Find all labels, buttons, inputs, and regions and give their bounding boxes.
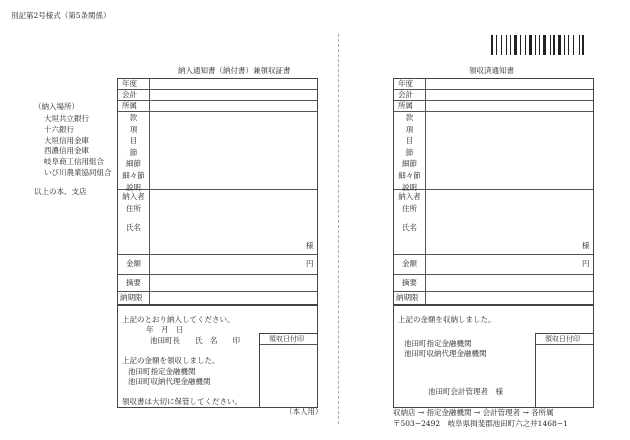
honorific: 様: [582, 241, 590, 250]
barcode-bar: [562, 35, 563, 55]
payment-place-heading: （納入場所）: [34, 102, 79, 111]
barcode-bar: [512, 35, 513, 55]
fiscal-year-label: 年度: [398, 79, 413, 88]
barcode: [491, 35, 585, 55]
barcode-bar: [543, 35, 546, 55]
bank-name: 大垣信用金庫: [44, 135, 89, 145]
yen-unit: 円: [582, 259, 590, 268]
barcode-bar: [525, 35, 526, 55]
setsu-label: 節: [405, 147, 414, 157]
payer-label: 納入者: [398, 192, 421, 201]
barcode-bar: [570, 35, 572, 55]
address-label: 住所: [126, 203, 141, 213]
designated-bank: 池田町指定金融機関: [404, 339, 472, 348]
barcode-bar: [494, 35, 495, 55]
designated-bank: 池田町指定金融機関: [128, 367, 196, 376]
barcode-bar: [539, 35, 540, 55]
payment-place-footer: 以上の本、支店: [34, 187, 87, 196]
description-label: 説明: [126, 182, 141, 192]
description-label: 説明: [402, 182, 417, 192]
barcode-bar: [553, 35, 555, 55]
barcode-bar: [541, 35, 542, 55]
bank-name: いび川農業協同組合: [44, 167, 112, 177]
copy-label: （本人用）: [285, 407, 323, 416]
summary-label: 摘要: [126, 278, 141, 287]
receipt-notice-table: [393, 78, 594, 305]
department-label: 所属: [398, 101, 413, 110]
bank-name: 大垣共立銀行: [44, 114, 89, 123]
barcode-bar: [582, 35, 584, 55]
account-label: 会計: [122, 90, 137, 99]
yen-unit: 円: [306, 259, 314, 268]
barcode-bar: [573, 35, 574, 55]
form-number: 別記第2号様式（第5条関係）: [11, 11, 111, 20]
saisetsu-label: 細節: [126, 159, 141, 169]
summary-label: 摘要: [402, 278, 417, 287]
barcode-bar: [579, 35, 580, 55]
barcode-bar: [568, 35, 569, 55]
honorific: 様: [306, 241, 314, 250]
barcode-bar: [552, 35, 553, 55]
agent-bank: 池田町収納代理金融機関: [404, 349, 487, 358]
kan-label: 款: [405, 113, 414, 122]
notice-table: [117, 78, 318, 305]
treasurer-line: 池田町会計管理者 様: [428, 387, 503, 396]
payment-request-text: 上記のとおり納入してください。: [122, 315, 235, 324]
amount-label: 金額: [126, 259, 141, 268]
saisetsu-label: 細節: [402, 159, 417, 169]
received-text: 上記の金額を領収しました。: [122, 356, 220, 365]
barcode-bar: [510, 35, 512, 55]
barcode-bar: [520, 35, 521, 55]
saisaisetsu-label: 細々節: [398, 170, 421, 180]
kou-label: 項: [405, 124, 414, 134]
barcode-bar: [496, 35, 497, 55]
barcode-bar: [514, 35, 517, 55]
receipt-notice-title: 領収済通知書: [469, 66, 514, 75]
moku-label: 目: [129, 136, 138, 146]
due-date-label: 納期限: [120, 293, 143, 302]
barcode-bar: [566, 35, 567, 55]
mayor-signature-line: 池田町長 氏 名 印: [150, 336, 240, 345]
office-address: 〒503−2492 岐阜県揖斐郡池田町六之井1468−1: [393, 419, 568, 428]
account-label: 会計: [398, 90, 413, 99]
address-label: 住所: [402, 203, 417, 213]
setsu-label: 節: [129, 147, 138, 157]
name-label: 氏名: [402, 223, 417, 232]
payer-labels: [118, 191, 149, 214]
barcode-bar: [547, 35, 549, 55]
moku-label: 目: [405, 136, 414, 146]
barcode-bar: [537, 35, 539, 55]
barcode-bar: [501, 35, 502, 55]
barcode-bar: [522, 35, 524, 55]
receipt-stamp-label: 領収日付印: [545, 335, 580, 343]
routing-line: 収納店 → 指定金融機関 → 会計管理者 → 各所属: [393, 408, 554, 417]
fiscal-year-label: 年度: [122, 79, 137, 88]
receipt-stamp-box: [535, 333, 594, 408]
barcode-bar: [508, 35, 509, 55]
barcode-bar: [506, 35, 507, 55]
perforation-divider: [338, 34, 339, 424]
barcode-bar: [575, 35, 578, 55]
barcode-bar: [550, 35, 551, 55]
kan-label: 款: [129, 113, 138, 122]
barcode-bar: [529, 35, 532, 55]
amount-label: 金額: [402, 259, 417, 268]
bank-name: 西濃信用金庫: [44, 146, 89, 156]
barcode-bar: [564, 35, 566, 55]
barcode-bar: [533, 35, 534, 55]
due-date-label: 納期限: [396, 293, 419, 302]
payer-labels: [394, 191, 425, 214]
bank-name: 十六銀行: [44, 124, 74, 134]
barcode-bar: [526, 35, 528, 55]
budget-item-labels: [118, 112, 149, 193]
receipt-stamp-label: 領収日付印: [269, 335, 304, 343]
keep-receipt-note: 領収書は大切に保管してください。: [122, 397, 242, 406]
barcode-bar: [558, 35, 561, 55]
payer-label: 納入者: [122, 192, 145, 201]
barcode-bar: [535, 35, 536, 55]
payment-bank-list: [44, 115, 112, 180]
bank-name: 岐阜商工信用組合: [44, 157, 104, 167]
agent-bank: 池田町収納代理金融機関: [128, 377, 211, 386]
barcode-bar: [498, 35, 501, 55]
budget-item-labels: [394, 112, 425, 193]
barcode-bar: [503, 35, 505, 55]
barcode-bar: [518, 35, 519, 55]
barcode-bar: [491, 35, 493, 55]
name-label: 氏名: [126, 223, 141, 232]
kou-label: 項: [129, 124, 138, 134]
saisaisetsu-label: 細々節: [122, 170, 145, 180]
barcode-bar: [556, 35, 557, 55]
issue-date: 年 月 日: [146, 325, 184, 334]
collected-text: 上記の金額を収納しました。: [398, 315, 496, 324]
department-label: 所属: [122, 101, 137, 110]
notice-title: 納入通知書（納付書）兼領収証書: [178, 66, 291, 75]
barcode-bar: [580, 35, 581, 55]
receipt-stamp-box: [259, 333, 318, 408]
